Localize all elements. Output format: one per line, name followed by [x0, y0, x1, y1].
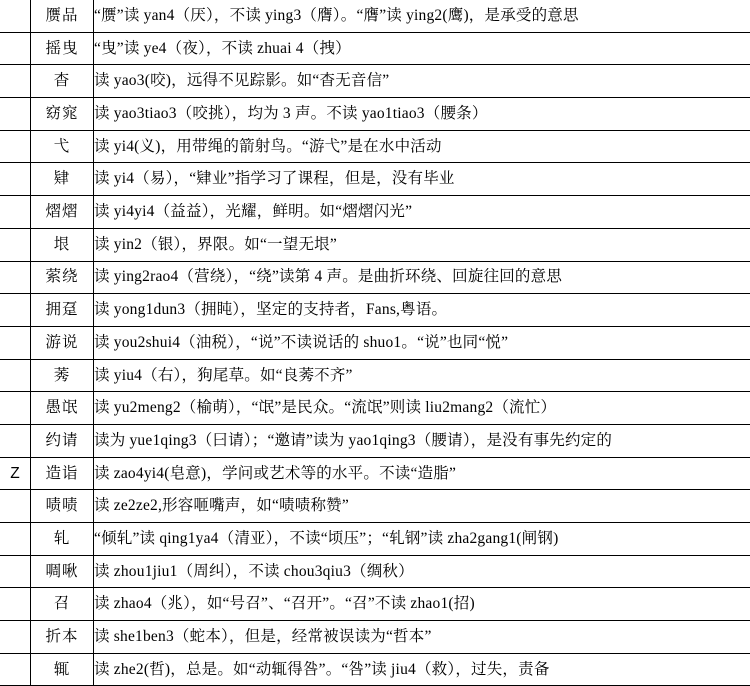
- row-description: 读 ze2ze2,形容咂嘴声，如“啧啧称赞”: [94, 490, 750, 523]
- row-word: 萦绕: [31, 261, 94, 294]
- row-description: 读 yin2（银），界限。如“一望无垠”: [94, 228, 750, 261]
- row-initial: [0, 424, 31, 457]
- row-word: 啁啾: [31, 555, 94, 588]
- row-description: 读 yiu4（右），狗尾草。如“良莠不齐”: [94, 359, 750, 392]
- row-initial: [0, 228, 31, 261]
- row-description: 读 yi4（易），“肄业”指学习了课程，但是，没有毕业: [94, 163, 750, 196]
- row-word: 造诣: [31, 457, 94, 490]
- row-initial: [0, 261, 31, 294]
- row-description: “曳”读 ye4（夜），不读 zhuai 4（拽）: [94, 32, 750, 65]
- row-word: 摇曳: [31, 32, 94, 65]
- row-initial: [0, 359, 31, 392]
- row-word: 杳: [31, 65, 94, 98]
- table-row: [0, 326, 750, 359]
- table-row: [0, 261, 750, 294]
- table-row: [0, 130, 750, 163]
- table-row: [0, 32, 750, 65]
- table-row: [0, 523, 750, 556]
- row-initial: [0, 130, 31, 163]
- row-description: 读 yao3tiao3（咬挑），均为 3 声。不读 yao1tiao3（腰条）: [94, 98, 750, 131]
- table-row: [0, 163, 750, 196]
- row-description: 读为 yue1qing3（曰请）；“邀请”读为 yao1qing3（腰请），是没有事先约定的: [94, 424, 750, 457]
- table-row: [0, 424, 750, 457]
- row-description: 读 zhou1jiu1（周纠），不读 chou3qiu3（绸秋）: [94, 555, 750, 588]
- row-description: 读 yi4yi4（益益），光耀，鲜明。如“熠熠闪光”: [94, 196, 750, 229]
- row-word: 愚氓: [31, 392, 94, 425]
- row-word: 游说: [31, 326, 94, 359]
- row-word: 窈窕: [31, 98, 94, 131]
- table-row: [0, 359, 750, 392]
- row-initial: [0, 490, 31, 523]
- row-description: 读 yi4(义)，用带绳的箭射鸟。“游弋”是在水中活动: [94, 130, 750, 163]
- row-word: 啧啧: [31, 490, 94, 523]
- row-initial: [0, 163, 31, 196]
- table-row: [0, 621, 750, 654]
- row-initial: Z: [0, 457, 31, 490]
- table-row: [0, 457, 750, 490]
- row-word: 拥趸: [31, 294, 94, 327]
- row-description: 读 you2shui4（油税），“说”不读说话的 shuo1。“说”也同“悦”: [94, 326, 750, 359]
- row-word: 垠: [31, 228, 94, 261]
- table-row: [0, 490, 750, 523]
- row-word: 莠: [31, 359, 94, 392]
- row-word: 折本: [31, 621, 94, 654]
- row-initial: [0, 653, 31, 686]
- row-description: 读 she1ben3（蛇本），但是，经常被误读为“哲本”: [94, 621, 750, 654]
- table-row: [0, 65, 750, 98]
- row-initial: [0, 294, 31, 327]
- row-initial: [0, 326, 31, 359]
- row-description: 读 yu2meng2（榆萌），“氓”是民众。“流氓”则读 liu2mang2（流忙）: [94, 392, 750, 425]
- row-description: “赝”读 yan4（厌），不读 ying3（膺）。“膺”读 ying2(鹰)，是承受的意思: [94, 0, 750, 32]
- row-word: 弋: [31, 130, 94, 163]
- table-row: [0, 196, 750, 229]
- row-initial: [0, 98, 31, 131]
- table-row: [0, 588, 750, 621]
- row-word: 熠熠: [31, 196, 94, 229]
- table-row: [0, 228, 750, 261]
- row-description: “倾轧”读 qing1ya4（清亚），不读“顷压”；“轧钢”读 zha2gang1(闸钢): [94, 523, 750, 556]
- row-word: 召: [31, 588, 94, 621]
- table-row: [0, 294, 750, 327]
- row-initial: [0, 621, 31, 654]
- row-description: 读 zhao4（兆），如“号召”、“召开”。“召”不读 zhao1(招): [94, 588, 750, 621]
- row-initial: [0, 32, 31, 65]
- row-initial: [0, 196, 31, 229]
- table-row: [0, 392, 750, 425]
- row-description: 读 zao4yi4(皂意)，学问或艺术等的水平。不读“造脂”: [94, 457, 750, 490]
- row-description: 读 yong1dun3（拥盹），坚定的支持者，Fans,粤语。: [94, 294, 750, 327]
- row-word: 轧: [31, 523, 94, 556]
- row-word: 辄: [31, 653, 94, 686]
- row-description: 读 zhe2(哲)，总是。如“动辄得咎”。“咎”读 jiu4（救），过失，责备: [94, 653, 750, 686]
- table-row: [0, 98, 750, 131]
- row-initial: [0, 392, 31, 425]
- row-word: 肄: [31, 163, 94, 196]
- row-initial: [0, 0, 31, 32]
- row-initial: [0, 523, 31, 556]
- row-word: 赝品: [31, 0, 94, 32]
- row-word: 约请: [31, 424, 94, 457]
- row-description: 读 yao3(咬)，远得不见踪影。如“杳无音信”: [94, 65, 750, 98]
- table-row: [0, 653, 750, 686]
- row-initial: [0, 65, 31, 98]
- row-initial: [0, 588, 31, 621]
- table-row: [0, 0, 750, 32]
- row-description: 读 ying2rao4（营绕），“绕”读第 4 声。是曲折环绕、回旋往回的意思: [94, 261, 750, 294]
